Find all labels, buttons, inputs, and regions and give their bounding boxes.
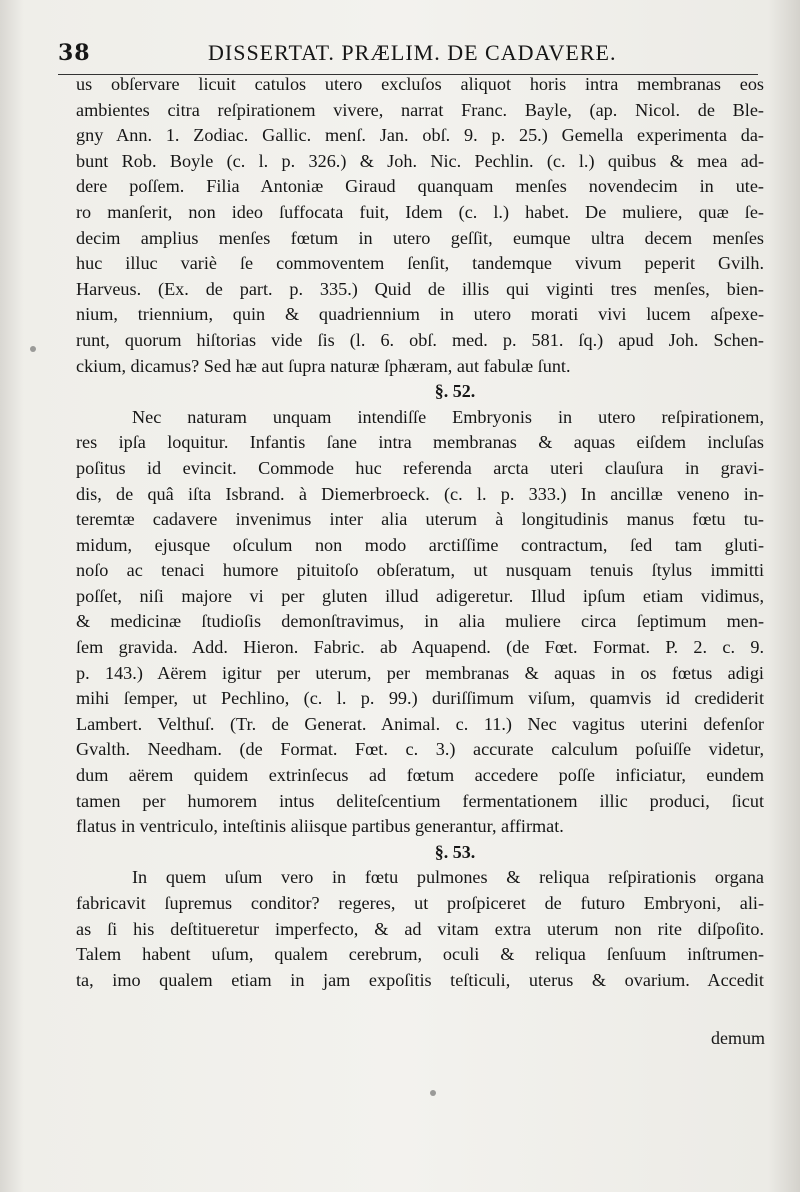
- text-line: tamen per humorem intus deliteſcentium fermentationem illic produci, ſicut: [76, 790, 764, 811]
- ink-speck: [30, 346, 36, 352]
- text-line: gny Ann. 1. Zodiac. Gallic. menſ. Jan. obſ. 9. p. 25.) Gemella experimenta da-: [76, 125, 764, 146]
- text-line: runt, quorum hiſtorias vide ſis (l. 6. obſ. med. p. 581. ſq.) apud Joh. Schen-: [76, 329, 764, 350]
- text-line: ta, imo qualem etiam in jam expoſitis teſticuli, uterus & ovarium. Accedit: [76, 969, 764, 990]
- text-line: & medicinæ ſtudioſis demonſtravimus, in alia muliere circa ſeptimum men-: [76, 611, 764, 632]
- text-line: fabricavit ſupremus conditor? regeres, ut proſpiceret de futuro Embryoni, ali-: [76, 893, 764, 913]
- text-line: In quem uſum vero in fœtu pulmones & reliqua reſpirationis organa: [132, 867, 764, 888]
- text-line: res ipſa loquitur. Infantis ſane intra membranas & aquas eiſdem incluſas: [76, 432, 764, 453]
- ink-speck: [430, 1090, 436, 1096]
- text-line: Talem habent uſum, qualem cerebrum, oculi & reliqua ſenſuum inſtrumen-: [76, 944, 764, 965]
- text-line: dis, de quâ iſta Isbrand. à Diemerbroeck. (c. l. p. 333.) In ancillæ veneno in-: [76, 483, 764, 504]
- section-heading-53: §. 53.: [434, 841, 476, 862]
- text-line: as ſi his deſtitueretur imperfecto, & ad vitam extra uterum non rite diſpoſito.: [76, 918, 764, 939]
- text-line: Harveus. (Ex. de part. p. 335.) Quid de illis qui viginti tres menſes, bien-: [76, 278, 764, 299]
- text-line: ro manſerit, non ideo ſuffocata fuit, Idem (c. l.) habet. De muliere, quæ ſe-: [76, 201, 764, 222]
- text-line: nium, triennium, quin & quadriennium in utero morati vivi lucem aſpexe-: [76, 304, 764, 325]
- page-number: 38: [58, 40, 91, 66]
- page-header: [58, 34, 758, 75]
- text-line: mihi ſemper, ut Pechlino, (c. l. p. 99.) duriſſimum viſum, quamvis id crediderit: [76, 688, 764, 709]
- text-line: Nec naturam unquam intendiſſe Embryonis in utero reſpirationem,: [132, 406, 764, 427]
- text-line: ambientes citra reſpirationem vivere, narrat Franc. Bayle, (ap. Nicol. de Ble-: [76, 99, 764, 120]
- text-line: huc illuc variè ſe commoventem ſenſit, tandemque vivum peperit Gvilh.: [76, 253, 764, 274]
- text-line: poſſet, niſi majore vi per gluten illud adigeretur. Illud ipſum etiam vidimus,: [76, 585, 764, 606]
- text-line: us obſervare licuit catulos utero excluſos aliquot horis intra membranas eos: [76, 74, 764, 94]
- text-line: Gvalth. Needham. (de Format. Fœt. c. 3.) accurate calculum poſuiſſe videtur,: [76, 739, 764, 760]
- text-line: Lambert. Velthuſ. (Tr. de Generat. Animal. c. 11.) Nec vagitus uterini defenſor: [76, 713, 764, 734]
- text-line: ſem gravida. Add. Hieron. Fabric. ab Aquapend. (de Fœt. Format. P. 2. c. 9.: [76, 637, 764, 658]
- catchword: demum: [711, 1028, 765, 1048]
- body-text: [76, 72, 764, 993]
- text-line: bunt Rob. Boyle (c. l. p. 326.) & Joh. Nic. Pechlin. (c. l.) quibus & mea ad-: [76, 150, 764, 171]
- text-line: decim amplius menſes fœtum in utero geſſit, eumque ultra decem menſes: [76, 227, 764, 248]
- running-head: DISSERTAT. PRÆLIM. DE CADAVERE.: [208, 40, 617, 65]
- text-line: flatus in ventriculo, inteſtinis aliisque partibus generantur, affirmat.: [76, 816, 564, 837]
- text-line: noſo ac tenaci humore pituitoſo obſeratum, ut nusquam tenuis ſtylus immitti: [76, 560, 764, 581]
- text-line: midum, ejusque oſculum non modo arctiſſime contractum, ſed tam gluti-: [76, 534, 764, 555]
- text-line: ckium, dicamus? Sed hæ aut ſupra naturæ ſphæram, aut fabulæ ſunt.: [76, 355, 571, 376]
- text-line: teremtæ cadavere invenimus inter alia uterum à longitudinis manus fœtu tu-: [76, 509, 764, 530]
- text-line: dere poſſem. Filia Antoniæ Giraud quanquam menſes novendecim in ute-: [76, 176, 764, 197]
- text-line: dum aërem quidem extrinſecus ad fœtum accedere poſſe inficiatur, eundem: [76, 765, 764, 786]
- section-heading-52: §. 52.: [434, 381, 476, 402]
- text-line: p. 143.) Aërem igitur per uterum, per membranas & aquas in os fœtus adigi: [76, 662, 764, 683]
- text-line: poſitus id evincit. Commode huc referenda arcta uteri clauſura in gravi-: [76, 457, 764, 478]
